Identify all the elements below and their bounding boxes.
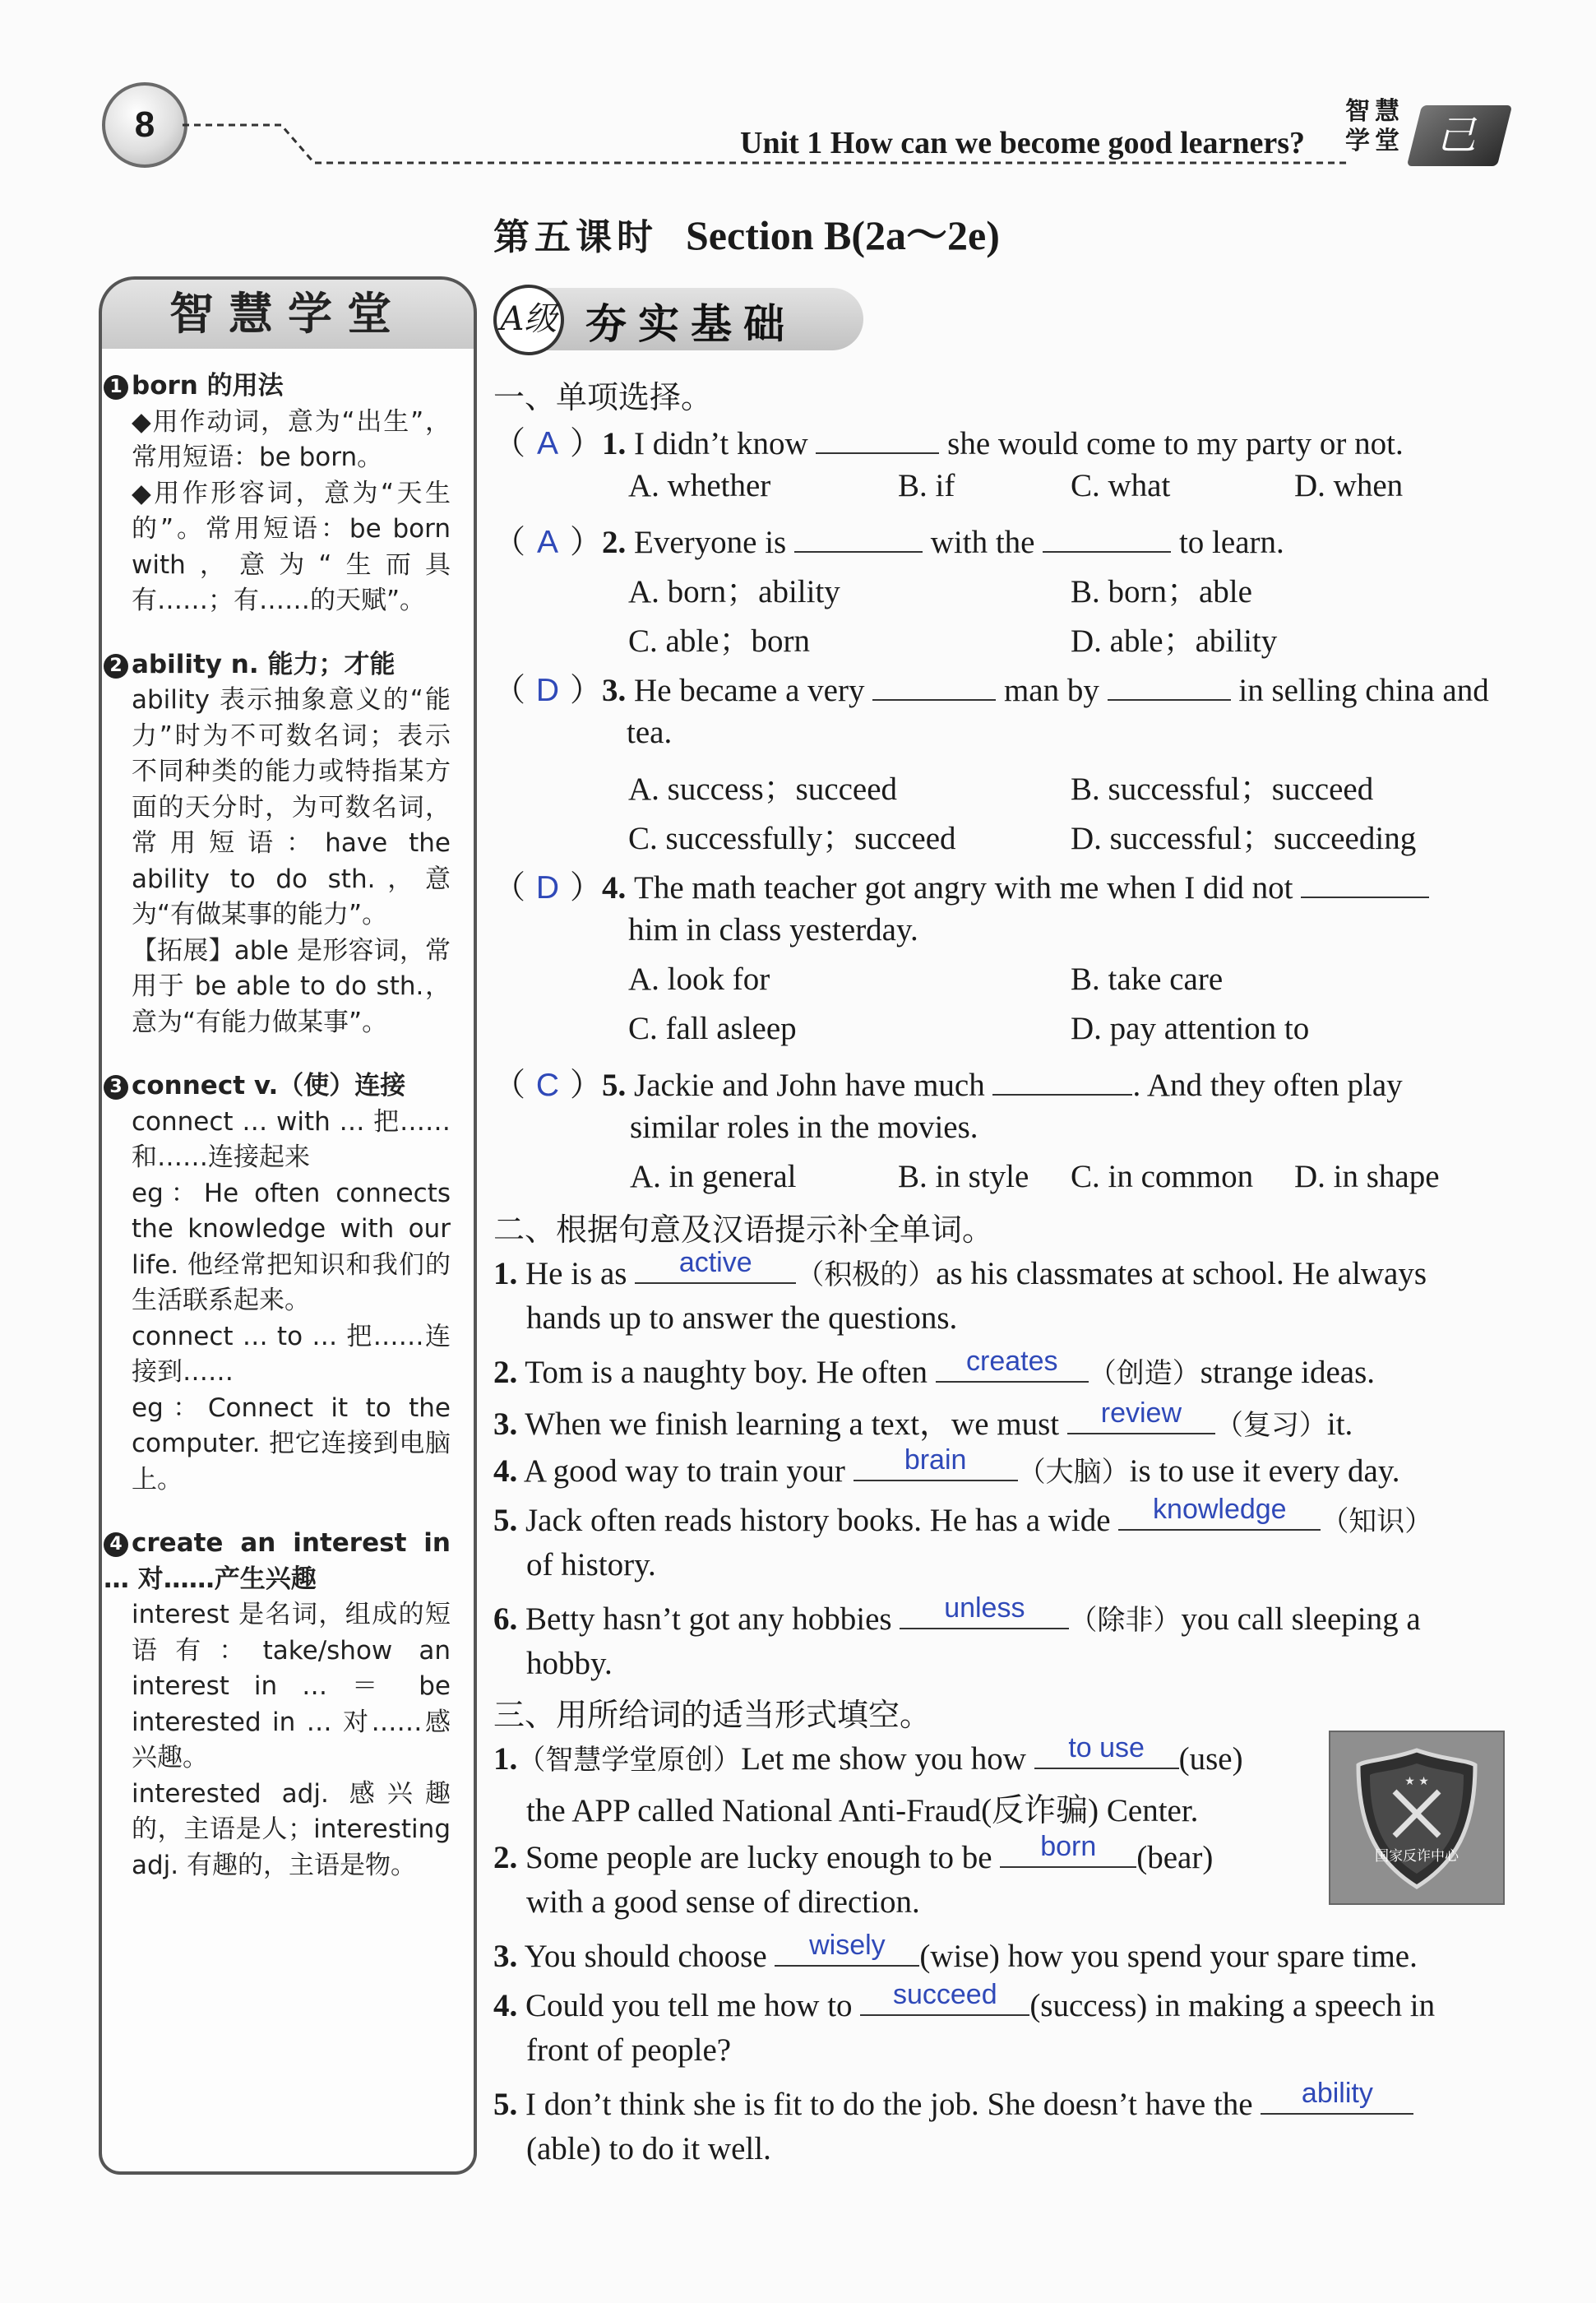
mc-question-1: （ A ）1. I didn’t know she would come to my party or not. — [493, 418, 1404, 464]
unit-title: Unit 1 How can we become good learners? — [740, 126, 1306, 160]
hint: （除非） — [1069, 1604, 1182, 1637]
q-text-continued: similar roles in the movies. — [630, 1110, 978, 1145]
fill-item-5 — [493, 1494, 1433, 1539]
option: B. born；able — [1071, 574, 1252, 609]
note-heading: connect v.（使）连接 — [132, 1071, 406, 1101]
fill-answer: creates — [966, 1346, 1058, 1377]
q-number: 4. — [493, 1988, 518, 2023]
note-number: 1 — [104, 375, 128, 400]
answer-blank — [794, 519, 923, 553]
note-para: ability 表示抽象意义的“能力”时为不可数名词；表示不同种类的能力或特指某方面的天分时，为可数名词，常用短语：have the ability to do sth.，意为“有做某事的能力”。 — [132, 685, 451, 929]
fill-answer: brain — [904, 1444, 967, 1476]
hint: (success) — [1029, 1988, 1148, 2023]
answer-blank — [860, 1979, 1029, 2016]
q-text-continued: hobby. — [526, 1646, 613, 1681]
note-para: eg：He often connects the knowledge with our life. 他经常把知识和我们的生活联系起来。 — [132, 1178, 451, 1315]
fill-answer: to use — [1068, 1732, 1145, 1763]
option: A. look for — [628, 962, 770, 997]
answer-blank — [775, 1930, 919, 1967]
answer-blank — [1034, 1732, 1179, 1769]
q-number: 4. — [602, 870, 627, 906]
option: A. success；succeed — [628, 772, 898, 807]
option: B. take care — [1071, 962, 1224, 997]
q-text: as his classmates at school. He always — [936, 1256, 1427, 1291]
page-number: 8 — [102, 82, 187, 168]
hint: (use) — [1178, 1741, 1243, 1777]
note-number: 2 — [104, 654, 128, 679]
q-text: is to use it every day. — [1129, 1453, 1400, 1489]
option: C. what — [1071, 468, 1171, 503]
note-heading: create an interest in … 对……产生兴趣 — [104, 1528, 451, 1594]
q-number: 1. — [493, 1256, 518, 1291]
hint: (wise) — [919, 1939, 1000, 1974]
q-text: Could you tell me how to — [525, 1988, 853, 2023]
fill-answer: knowledge — [1153, 1494, 1287, 1525]
q-number: 1. — [602, 426, 627, 461]
answer-blank — [635, 1247, 796, 1284]
q-text: Tom is a naughty boy. He often — [525, 1355, 928, 1390]
q-text: Everyone is — [634, 525, 787, 560]
form-item-4 — [493, 1979, 1436, 2024]
level-title: 夯实基础 — [585, 300, 796, 348]
svg-text:★ ★: ★ ★ — [1404, 1775, 1429, 1788]
fill-answer: active — [678, 1247, 752, 1278]
q-text: Jackie and John have much — [634, 1068, 985, 1103]
q-text-continued: the APP called National Anti-Fraud(反诈骗) Center. — [526, 1793, 1199, 1828]
sidebar-title: 智慧学堂 — [99, 276, 477, 352]
q-text: You should choose — [524, 1939, 767, 1974]
lesson-title — [493, 202, 1000, 262]
note-para: interested adj. 感兴趣的，主语是人；interesting adj. 有趣的，主语是物。 — [132, 1778, 451, 1880]
q-number: 3. — [602, 673, 627, 708]
form-item-2 — [493, 1831, 1214, 1876]
mc-answer: A — [537, 426, 559, 461]
note-number: 4 — [104, 1532, 128, 1557]
option: D. when — [1294, 468, 1404, 503]
fill-answer: review — [1100, 1397, 1182, 1429]
q-number: 1. — [493, 1741, 518, 1777]
option: D. pay attention to — [1071, 1011, 1310, 1046]
fill-item-2 — [493, 1346, 1376, 1391]
q-text: I don’t think she is fit to do the job. She doesn’t have the — [525, 2087, 1253, 2122]
q-text: man by — [1003, 673, 1099, 708]
q-text: with the — [930, 525, 1035, 560]
option: B. in style — [898, 1159, 1029, 1194]
answer-blank — [1000, 1831, 1136, 1868]
q-text: Betty hasn’t got any hobbies — [525, 1601, 892, 1637]
fill-answer: unless — [944, 1592, 1025, 1624]
q-number: 2. — [493, 1840, 518, 1875]
q-text: to learn. — [1178, 525, 1284, 560]
q-text: in making a speech in — [1155, 1988, 1436, 2023]
option: C. able；born — [628, 623, 810, 659]
note-para: eg：Connect it to the computer. 把它连接到电脑上。 — [132, 1392, 451, 1494]
mc-answer: C — [535, 1068, 560, 1103]
q-text-continued: him in class yesterday. — [628, 912, 918, 948]
fill-item-6 — [493, 1592, 1421, 1638]
q-text-continued: of history. — [526, 1547, 656, 1582]
lesson-title-en: Section B(2a～2e) — [686, 212, 1000, 258]
q-number: 6. — [493, 1601, 518, 1637]
answer-blank — [1108, 667, 1231, 701]
q-text-continued: hands up to answer the questions. — [526, 1300, 958, 1336]
q-text: strange ideas. — [1200, 1355, 1376, 1390]
brand-mark: 智慧学堂 — [1345, 97, 1404, 155]
q-text: it. — [1326, 1406, 1353, 1442]
mc-answer: D — [535, 673, 560, 708]
note-para: ◆用作形容词，意为“天生的”。常用短语：be born with，意为“生而具有……；有……的天赋”。 — [132, 478, 451, 615]
q-text: . And they often play — [1132, 1068, 1403, 1103]
note-para: connect … to … 把……连接到…… — [132, 1321, 451, 1387]
anti-fraud-badge-photo — [1329, 1731, 1505, 1905]
q-text-continued: with a good sense of direction. — [526, 1884, 920, 1920]
note-connect — [109, 1068, 451, 1498]
q-number: 2. — [602, 525, 627, 560]
option: B. successful；succeed — [1071, 772, 1374, 807]
note-heading: born 的用法 — [132, 371, 284, 401]
note-born — [109, 368, 451, 619]
note-para: ◆用作动词，意为“出生”，常用短语：be born。 — [132, 406, 451, 472]
answer-blank — [816, 420, 939, 454]
q-text: He became a very — [634, 673, 865, 708]
option: D. in shape — [1294, 1159, 1440, 1194]
note-para: interest 是名词，组成的短语有：take/show an interest in … ＝ be interested in … 对……感兴趣。 — [132, 1600, 451, 1772]
option: B. if — [898, 468, 955, 503]
hint: （复习） — [1214, 1409, 1327, 1442]
q-number: 5. — [493, 2087, 518, 2122]
hint: （大脑） — [1017, 1456, 1130, 1489]
answer-blank — [854, 1444, 1018, 1481]
answer-blank — [1118, 1494, 1321, 1531]
hint: （创造） — [1088, 1357, 1200, 1390]
q-number: 2. — [493, 1355, 518, 1390]
note-para: 【拓展】able 是形容词，常用于 be able to do sth.，意为“有能力做某事”。 — [132, 935, 451, 1037]
mc-question-5: （ C ）5. Jackie and John have much . And they often play — [493, 1059, 1403, 1105]
q-text: The math teacher got angry with me when I did not — [634, 870, 1293, 906]
level-badge: A级 — [493, 285, 564, 355]
mc-answer: A — [537, 525, 559, 560]
option: D. able；ability — [1071, 623, 1278, 659]
fill-answer: ability — [1301, 2078, 1373, 2109]
answer-blank — [1067, 1397, 1215, 1434]
q-number: 3. — [493, 1939, 518, 1974]
part1-title: 一、单项选择。 — [493, 379, 713, 415]
part3-title: 三、用所给词的适当形式填空。 — [493, 1697, 932, 1733]
q-text: Some people are lucky enough to be — [525, 1840, 992, 1875]
sidebar-notes — [104, 368, 451, 1911]
q-text-continued: front of people? — [526, 2032, 732, 2068]
option: C. fall asleep — [628, 1011, 797, 1046]
option: C. successfully；succeed — [628, 821, 956, 856]
option: C. in common — [1071, 1159, 1254, 1194]
q-text: in selling china and — [1238, 673, 1489, 708]
option: D. successful；succeeding — [1071, 821, 1417, 856]
q-number: 3. — [493, 1406, 518, 1442]
fill-item-3 — [493, 1398, 1353, 1444]
answer-blank — [872, 667, 996, 701]
hint: （积极的） — [796, 1258, 937, 1291]
note-ability — [109, 647, 451, 1041]
q-text-continued: tea. — [627, 715, 673, 750]
q-number: 4. — [493, 1453, 518, 1489]
q-text: you call sleeping a — [1181, 1601, 1421, 1637]
answer-blank — [992, 1062, 1132, 1096]
form-item-1 — [493, 1732, 1243, 1777]
option: A. whether — [628, 468, 771, 503]
mc-question-2: （ A ）2. Everyone is with the to learn. — [493, 517, 1284, 563]
q-number: 5. — [602, 1068, 627, 1103]
answer-blank — [936, 1346, 1089, 1383]
shield-icon — [1330, 1732, 1503, 1903]
answer-blank — [1261, 2078, 1413, 2115]
brand-logo-icon: 己 — [1407, 105, 1512, 166]
mc-question-4: （ D ）4. The math teacher got angry with me when I did not — [493, 862, 1429, 908]
answer-blank — [1043, 519, 1171, 553]
note-para: connect … with … 把……和……连接起来 — [132, 1106, 451, 1172]
q-text: I didn’t know — [634, 426, 808, 461]
q-text: Let me show you how — [741, 1741, 1026, 1777]
option: A. in general — [630, 1159, 797, 1194]
photo-caption: 国家反诈中心 — [1375, 1848, 1459, 1865]
fill-item-1 — [493, 1247, 1427, 1292]
fill-item-4 — [493, 1444, 1400, 1490]
form-item-5 — [493, 2078, 1413, 2123]
answer-blank — [1301, 864, 1429, 898]
fill-answer: succeed — [892, 1979, 997, 2010]
option: A. born；ability — [628, 574, 840, 609]
q-text: He is as — [525, 1256, 627, 1291]
q-text: she would come to my party or not. — [947, 426, 1404, 461]
fill-answer: born — [1040, 1831, 1097, 1862]
fill-answer: wisely — [809, 1930, 886, 1961]
mc-question-3: （ D ）3. He became a very man by in selling china and — [493, 665, 1489, 711]
part2-title: 二、根据句意及汉语提示补全单词。 — [493, 1212, 994, 1248]
q-text: Jack often reads history books. He has a wide — [525, 1503, 1111, 1538]
source-tag: （智慧学堂原创） — [517, 1744, 742, 1777]
q-text-continued: (able) to do it well. — [526, 2131, 771, 2166]
answer-blank — [900, 1592, 1069, 1629]
lesson-title-cn: 第五课时 — [493, 216, 658, 258]
q-text: A good way to train your — [523, 1453, 845, 1489]
q-text: When we finish learning a text，we must — [525, 1406, 1060, 1442]
note-number: 3 — [104, 1075, 128, 1100]
form-item-3 — [493, 1930, 1418, 1975]
note-heading: ability n. 能力；才能 — [132, 649, 396, 679]
hint: (bear) — [1136, 1840, 1214, 1875]
q-number: 5. — [493, 1503, 518, 1538]
mc-answer: D — [535, 870, 560, 906]
note-interest — [104, 1526, 451, 1884]
hint: （知识） — [1321, 1505, 1433, 1538]
q-text: how you spend your spare time. — [1007, 1939, 1418, 1974]
